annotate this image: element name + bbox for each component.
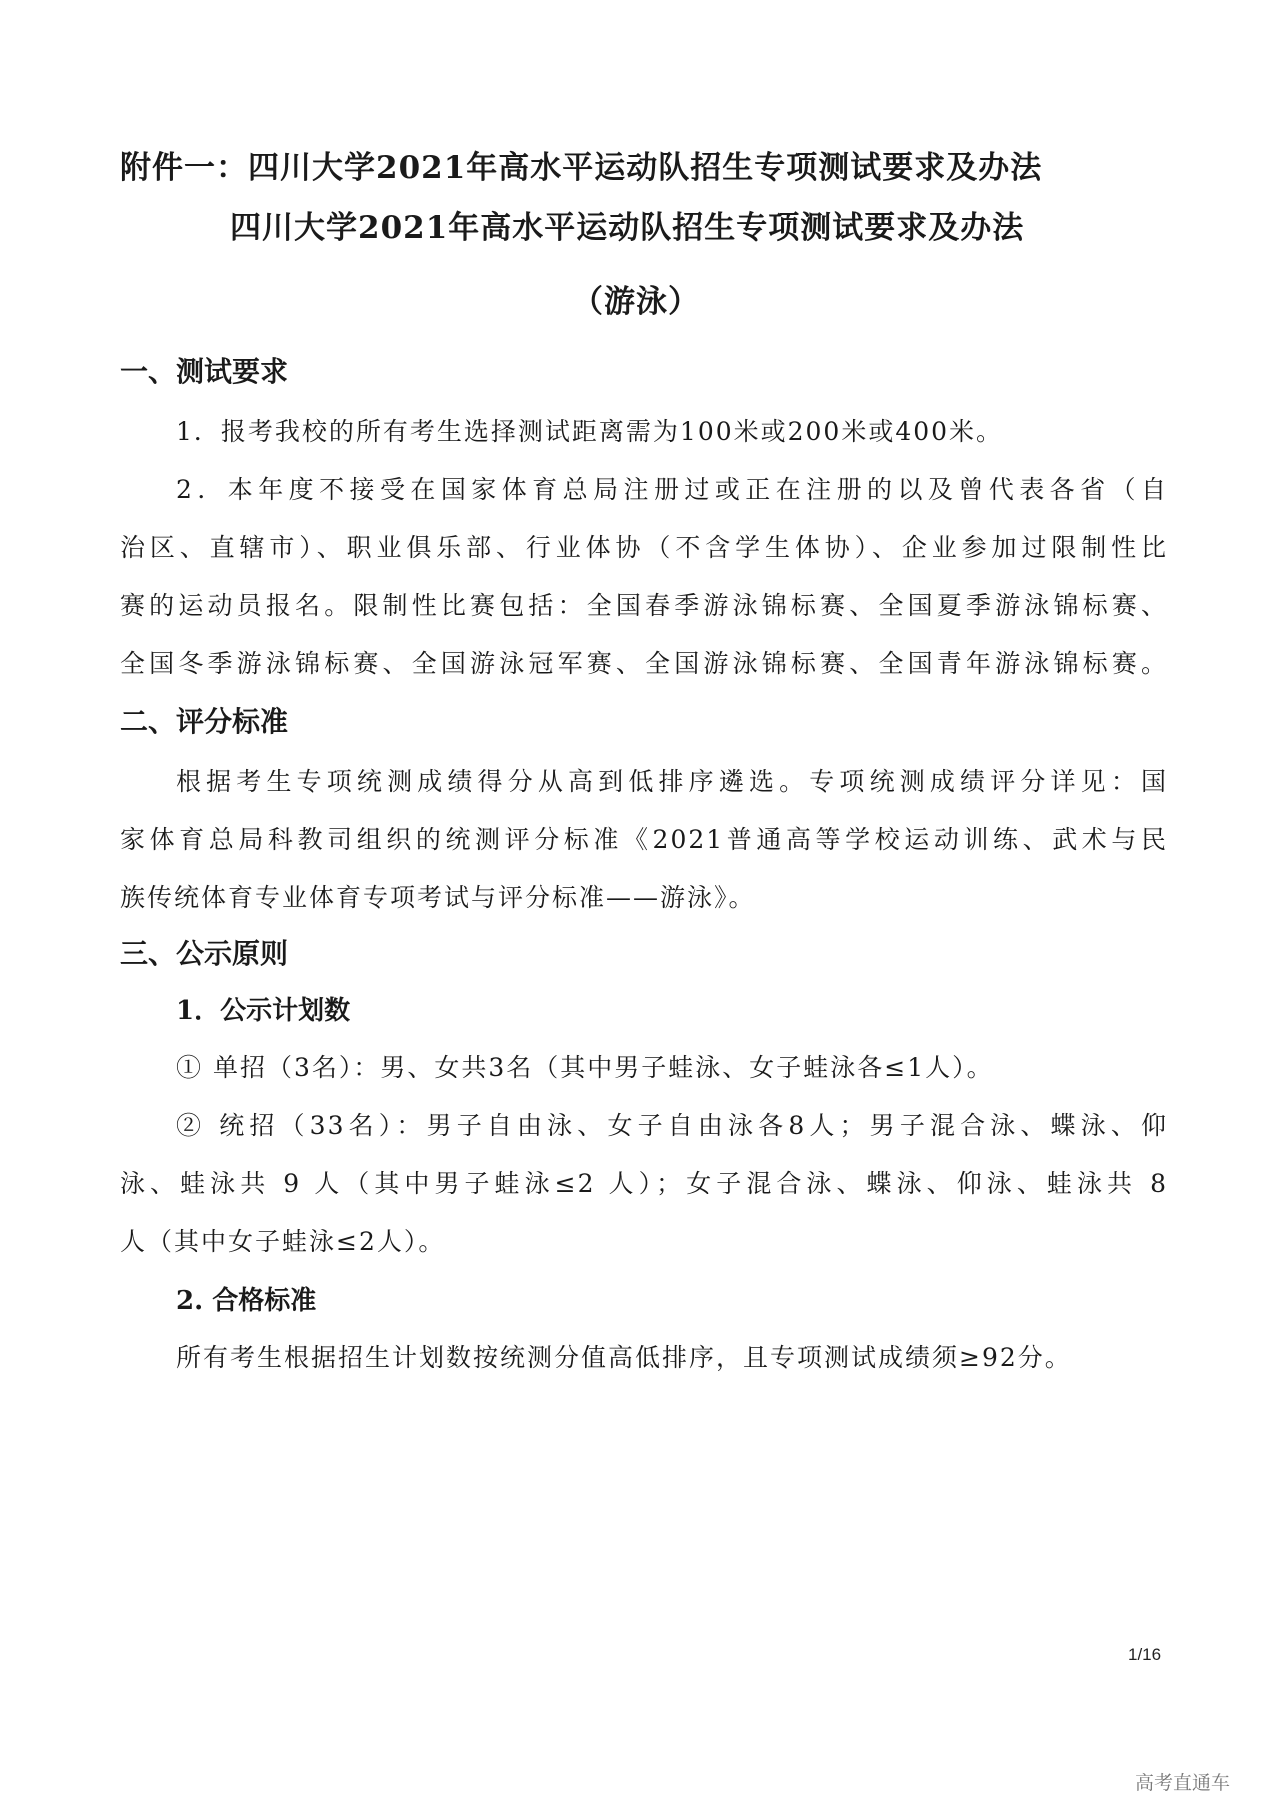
plan-item-unified-recruit-line-2: 泳、蛙泳共 9 人（其中男子蛙泳≤2 人）；女子混合泳、蝶泳、仰泳、蛙泳共 8 — [120, 1169, 1168, 1198]
qualification-para: 所有考生根据招生计划数按统测分值高低排序，且专项测试成绩须≥92分。 — [176, 1343, 1072, 1372]
subheading-plan-count: 1．公示计划数 — [176, 996, 351, 1026]
scoring-para-line-2: 家体育总局科教司组织的统测评分标准《2021普通高等学校运动训练、武术与民 — [120, 825, 1168, 854]
watermark-text: 高考直通车 — [1135, 1772, 1231, 1794]
scoring-para-line-3: 族传统体育专业体育专项考试与评分标准——游泳》。 — [120, 883, 756, 912]
requirement-item-2-line-4: 全国冬季游泳锦标赛、全国游泳冠军赛、全国游泳锦标赛、全国青年游泳锦标赛。 — [120, 649, 1168, 678]
main-title: 四川大学2021年高水平运动队招生专项测试要求及办法 — [230, 210, 1025, 246]
requirement-item-2-line-1: 2．本年度不接受在国家体育总局注册过或正在注册的以及曾代表各省（自 — [176, 475, 1168, 504]
plan-item-single-recruit: ① 单招（3名）：男、女共3名（其中男子蛙泳、女子蛙泳各≤1人）。 — [176, 1053, 994, 1082]
requirement-item-1: 1．报考我校的所有考生选择测试距离需为100米或200米或400米。 — [176, 417, 1004, 446]
section-heading-test-requirements: 一、测试要求 — [120, 355, 289, 388]
plan-item-unified-recruit-line-1: ② 统招（33名）：男子自由泳、女子自由泳各8人；男子混合泳、蝶泳、仰 — [176, 1111, 1168, 1140]
section-heading-publicity-principle: 三、公示原则 — [120, 937, 289, 970]
scoring-para-line-1: 根据考生专项统测成绩得分从高到低排序遴选。专项统测成绩评分详见：国 — [176, 767, 1168, 796]
page-number: 1/16 — [1128, 1645, 1162, 1664]
requirement-item-2-line-2: 治区、直辖市）、职业俱乐部、行业体协（不含学生体协）、企业参加过限制性比 — [120, 533, 1168, 562]
subheading-qualification-standard: 2. 合格标准 — [176, 1286, 317, 1316]
section-heading-scoring-standard: 二、评分标准 — [120, 705, 289, 738]
subtitle: （游泳） — [572, 284, 700, 320]
plan-item-unified-recruit-line-3: 人（其中女子蛙泳≤2人）。 — [120, 1227, 446, 1256]
attachment-title: 附件一：四川大学2021年高水平运动队招生专项测试要求及办法 — [120, 150, 1043, 186]
requirement-item-2-line-3: 赛的运动员报名。限制性比赛包括：全国春季游泳锦标赛、全国夏季游泳锦标赛、 — [120, 591, 1168, 620]
